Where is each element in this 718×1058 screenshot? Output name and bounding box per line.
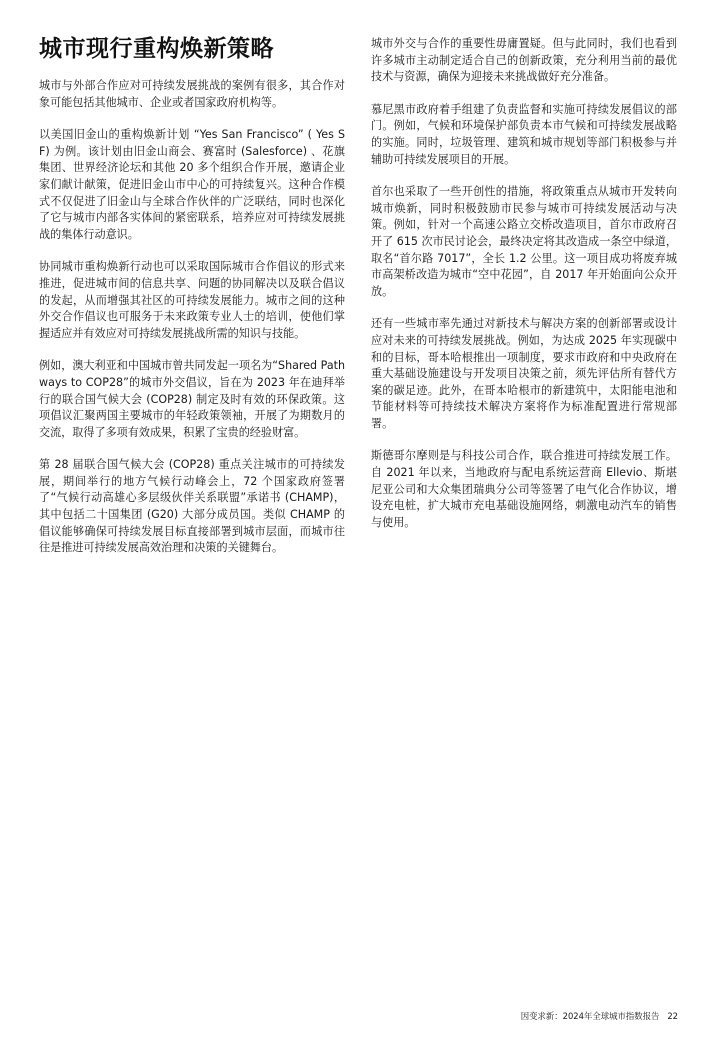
- paragraph: 还有一些城市率先通过对新技术与解决方案的创新部署或设计应对未来的可持续发展挑战。例如，为达成 2025 年实现碳中和的目标，哥本哈根推出一项制度，要求市政府和中央政府在重大基础设施建设与开发项目决策之前，须先评估所有替代方案的碳足迹。此外，在哥本哈根市的新建筑中，太阳能电池和节能材料等可持续技术解决方案将作为标准配置进行常规部署。: [371, 317, 677, 430]
- footer-report-title: 因变求新：2024年全球城市指数报告: [520, 1011, 660, 1021]
- paragraph: 城市与外部合作应对可持续发展挑战的案例有很多，其合作对象可能包括其他城市、企业或者国家政府机构等。: [39, 79, 345, 109]
- paragraph: 例如，澳大利亚和中国城市曾共同发起一项名为“Shared Pathways to COP28”的城市外交倡议，旨在为 2023 年在迪拜举行的联合国气候大会 (COP28) 制定及时有效的环保政策。这项倡议汇聚两国主要城市的年轻政策领袖，开展了为期数月的交流，取得了多项有效成果，积累了宝贵的经验财富。: [39, 359, 345, 439]
- page-number: 22: [667, 1011, 678, 1021]
- page-title: 城市现行重构焕新策略: [39, 36, 274, 62]
- paragraph: 第 28 届联合国气候大会 (COP28) 重点关注城市的可持续发展，期间举行的地方气候行动峰会上，72 个国家政府签署了“气候行动高雄心多层级伙伴关系联盟”承诺书 (CHAMP)，其中包括二十国集团 (G20) 大部分成员国。类似 CHAMP 的倡议能够确保可持续发展目标直接部署到城市层面，而城市往往是推进可持续发展高效治理和决策的关键舞台。: [39, 458, 345, 555]
- paragraph: 以美国旧金山的重构焕新计划 “Yes San Francisco” ( Yes SF) 为例。该计划由旧金山商会、赛富时 (Salesforce) 、花旗集团、世界经济论坛和其他 20 多个组织合作开展，邀请企业家们献计献策，促进旧金山市中心的可持续复兴。这种合作模式不仅促进了旧金山与全球合作伙伴的广泛联结，同时也深化了它与城市内部各实体间的紧密联系，培养应对可持续发展挑战的集体行动意识。: [39, 128, 345, 241]
- paragraph: 斯德哥尔摩则是与科技公司合作，联合推进可持续发展工作。自 2021 年以来，当地政府与配电系统运营商 Ellevio、斯堪尼亚公司和大众集团瑞典分公司等签署了电气化合作协议，增设充电桩，扩大城市充电基础设施网络，刺激电动汽车的销售与使用。: [371, 449, 677, 529]
- right-column: [371, 36, 677, 547]
- paragraph: 首尔也采取了一些开创性的措施，将政策重点从城市开发转向城市焕新，同时积极鼓励市民参与城市可持续发展活动与决策。例如，针对一个高速公路立交桥改造项目，首尔市政府召开了 615 次市民讨论会，最终决定将其改造成一条空中绿道，取名“首尔路 7017”，全长 1.2 公里。这一项目成功将废弃城市高架桥改造为城市“空中花园”，自 2017 年开始面向公众开放。: [371, 185, 677, 298]
- paragraph: 慕尼黑市政府着手组建了负责监督和实施可持续发展倡议的部门。例如，气候和环境保护部负责本市气候和可持续发展战略的实施。同时，垃圾管理、建筑和城市规划等部门积极参与并辅助可持续发展项目的开展。: [371, 102, 677, 166]
- left-column: [39, 34, 345, 573]
- page-footer: [521, 1010, 678, 1022]
- paragraph: 协同城市重构焕新行动也可以采取国际城市合作倡议的形式来推进，促进城市间的信息共享、问题的协同解决以及联合倡议的发起，从而增强其社区的可持续发展能力。城市之间的这种外交合作倡议也可服务于未来政策专业人士的培训，使他们掌握适应并有效应对可持续发展挑战所需的知识与技能。: [39, 260, 345, 340]
- paragraph: 城市外交与合作的重要性毋庸置疑。但与此同时，我们也看到许多城市主动制定适合自己的创新政策，充分利用当前的最优技术与资源，确保为迎接未来挑战做好充分准备。: [371, 37, 677, 84]
